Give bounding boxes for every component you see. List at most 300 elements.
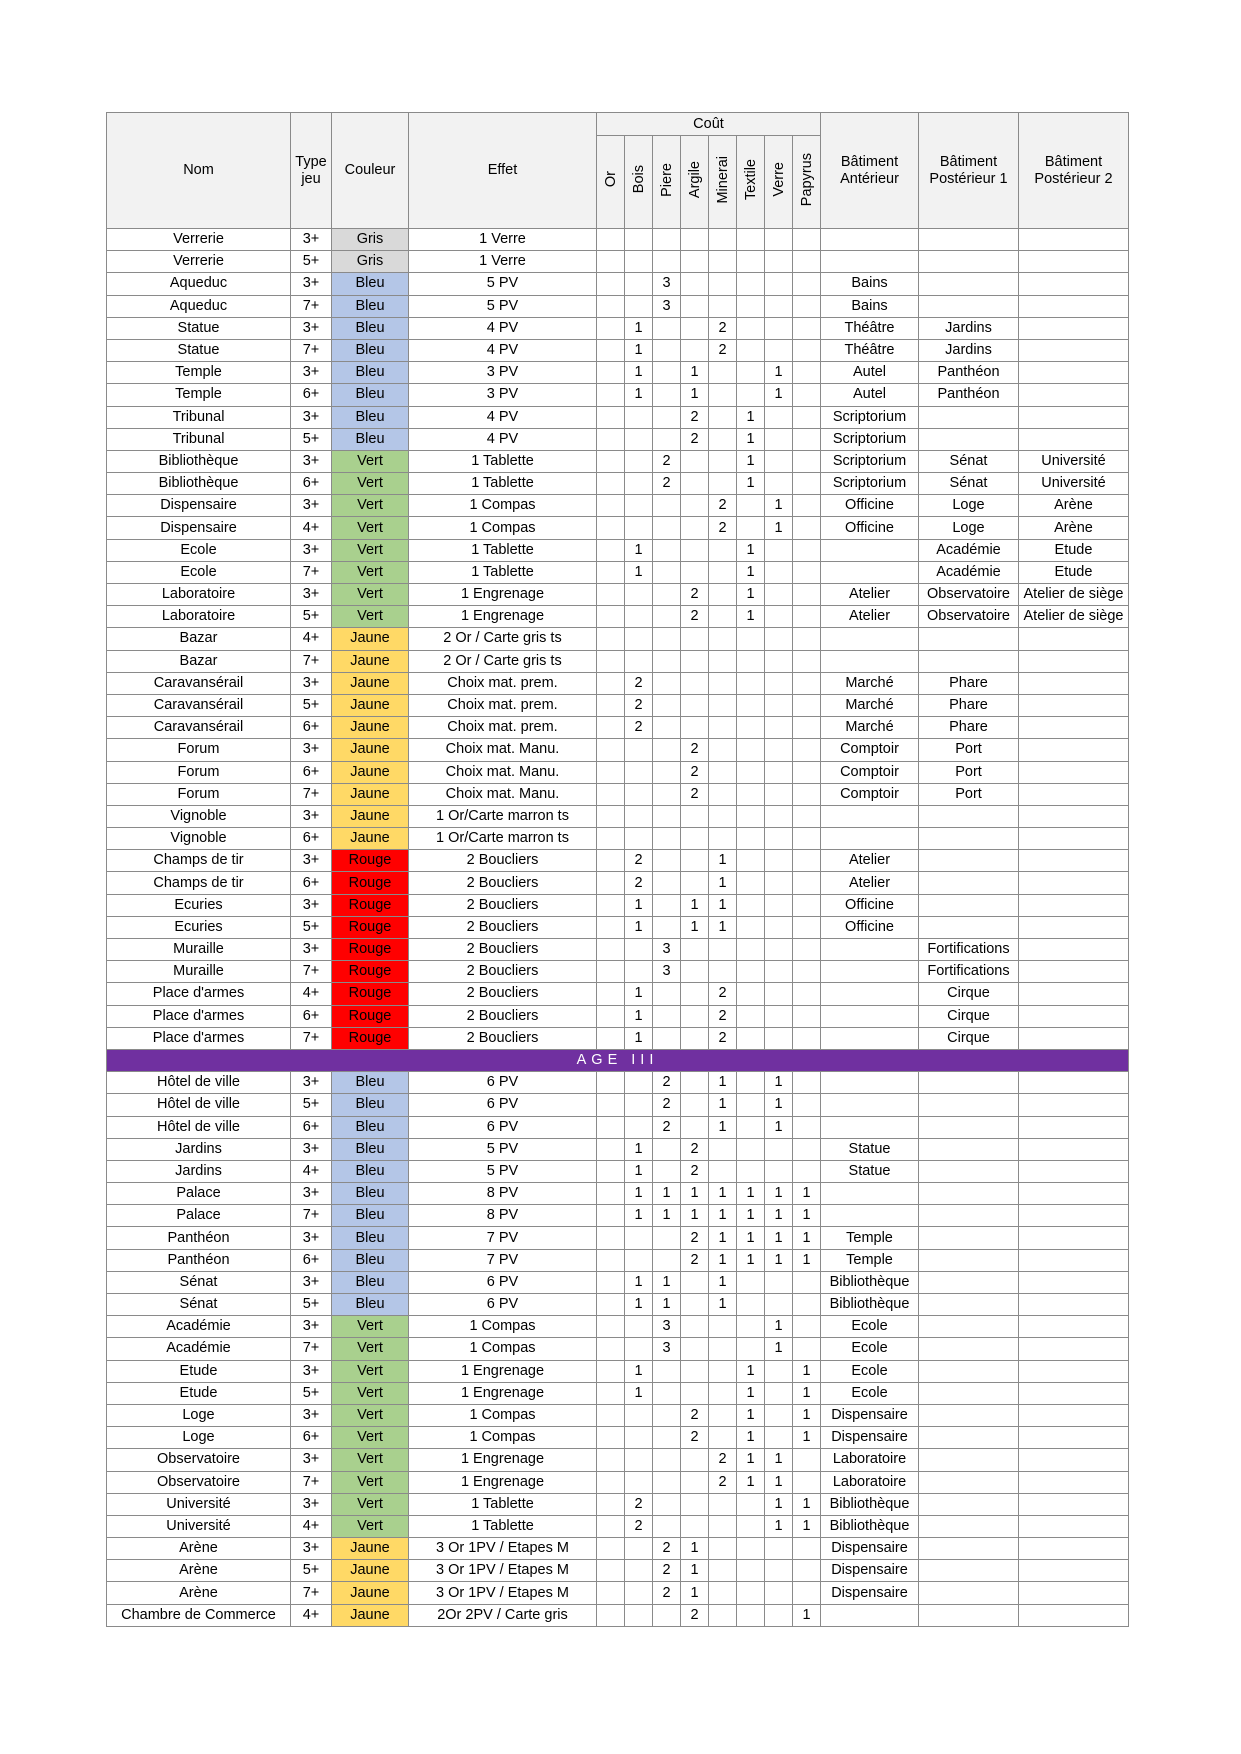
cost-cell [653, 761, 681, 783]
effect-cell: 6 PV [409, 1271, 597, 1293]
previous-building-cell [821, 561, 919, 583]
table-row [107, 694, 1129, 716]
player-count-cell: 4+ [291, 1515, 332, 1537]
cost-cell [625, 606, 653, 628]
cost-cell [765, 428, 793, 450]
next-building-2-cell [1019, 273, 1129, 295]
effect-cell: 3 PV [409, 384, 597, 406]
card-name-cell: Dispensaire [107, 495, 291, 517]
next-building-1-cell [919, 406, 1019, 428]
next-building-1-cell [919, 828, 1019, 850]
effect-cell: 1 Engrenage [409, 1360, 597, 1382]
card-name-cell: Loge [107, 1427, 291, 1449]
previous-building-cell: Officine [821, 495, 919, 517]
color-cell: Bleu [332, 406, 409, 428]
effect-cell: 1 Verre [409, 251, 597, 273]
cost-cell: 1 [653, 1183, 681, 1205]
next-building-1-cell [919, 1227, 1019, 1249]
cost-cell [625, 1316, 653, 1338]
cost-cell [737, 251, 765, 273]
cost-cell [681, 1471, 709, 1493]
next-building-1-cell: Cirque [919, 1005, 1019, 1027]
cost-cell [653, 1249, 681, 1271]
cost-cell [597, 872, 625, 894]
card-name-cell: Panthéon [107, 1249, 291, 1271]
player-count-cell: 6+ [291, 1427, 332, 1449]
player-count-cell: 3+ [291, 1360, 332, 1382]
color-cell: Bleu [332, 1160, 409, 1182]
cost-cell: 1 [709, 850, 737, 872]
cost-cell [597, 229, 625, 251]
card-name-cell: Bazar [107, 628, 291, 650]
cost-cell [793, 805, 821, 827]
next-building-2-cell [1019, 850, 1129, 872]
cost-cell [681, 251, 709, 273]
cost-cell [709, 539, 737, 561]
cost-cell [625, 1538, 653, 1560]
cost-cell: 1 [737, 428, 765, 450]
previous-building-cell: Bibliothèque [821, 1515, 919, 1537]
cost-cell [765, 805, 793, 827]
table-row [107, 606, 1129, 628]
previous-building-cell: Autel [821, 384, 919, 406]
cost-cell: 1 [737, 1471, 765, 1493]
cost-cell [653, 251, 681, 273]
table-row [107, 229, 1129, 251]
cost-cell: 1 [625, 1271, 653, 1293]
cost-cell [765, 628, 793, 650]
previous-building-cell: Théâtre [821, 317, 919, 339]
cost-cell: 1 [765, 1493, 793, 1515]
next-building-2-cell [1019, 1538, 1129, 1560]
cost-cell [737, 384, 765, 406]
effect-cell: 1 Tablette [409, 539, 597, 561]
header-couleur: Couleur [332, 113, 409, 229]
cost-cell [625, 273, 653, 295]
cost-cell [653, 1027, 681, 1049]
cost-cell: 1 [737, 584, 765, 606]
cost-cell [597, 1582, 625, 1604]
cost-cell [709, 650, 737, 672]
player-count-cell: 3+ [291, 939, 332, 961]
cost-cell [793, 717, 821, 739]
header-batiment-posterieur-2: Bâtiment Postérieur 2 [1019, 113, 1129, 229]
next-building-1-cell [919, 805, 1019, 827]
cost-cell [597, 1294, 625, 1316]
cost-cell [793, 362, 821, 384]
cost-cell [709, 362, 737, 384]
cost-cell: 1 [709, 894, 737, 916]
next-building-2-cell [1019, 1316, 1129, 1338]
effect-cell: 2 Boucliers [409, 916, 597, 938]
cost-cell: 1 [709, 1183, 737, 1205]
previous-building-cell: Marché [821, 694, 919, 716]
cost-cell [793, 783, 821, 805]
card-name-cell: Bibliothèque [107, 450, 291, 472]
cost-cell [737, 1316, 765, 1338]
cost-cell: 1 [765, 1205, 793, 1227]
previous-building-cell: Laboratoire [821, 1449, 919, 1471]
cost-cell [653, 561, 681, 583]
player-count-cell: 6+ [291, 1116, 332, 1138]
header-cost-verre: Verre [765, 136, 793, 229]
next-building-1-cell [919, 628, 1019, 650]
cost-cell: 2 [653, 473, 681, 495]
table-row [107, 872, 1129, 894]
cost-cell: 2 [681, 1227, 709, 1249]
cost-cell [793, 1072, 821, 1094]
card-name-cell: Hôtel de ville [107, 1094, 291, 1116]
previous-building-cell: Atelier [821, 606, 919, 628]
next-building-1-cell: Académie [919, 561, 1019, 583]
next-building-1-cell [919, 894, 1019, 916]
cost-cell [625, 1471, 653, 1493]
cost-cell [765, 761, 793, 783]
cost-cell: 1 [709, 1271, 737, 1293]
cost-cell [709, 939, 737, 961]
cost-cell: 1 [765, 1338, 793, 1360]
cost-cell [681, 1271, 709, 1293]
cost-cell [709, 406, 737, 428]
effect-cell: 1 Compas [409, 1427, 597, 1449]
next-building-2-cell [1019, 628, 1129, 650]
player-count-cell: 7+ [291, 1027, 332, 1049]
card-name-cell: Laboratoire [107, 606, 291, 628]
table-row [107, 1515, 1129, 1537]
cost-cell [737, 1116, 765, 1138]
table-row [107, 406, 1129, 428]
card-name-cell: Université [107, 1493, 291, 1515]
cost-cell [709, 384, 737, 406]
next-building-2-cell [1019, 672, 1129, 694]
cost-cell: 2 [653, 1560, 681, 1582]
cost-cell: 1 [765, 517, 793, 539]
previous-building-cell: Théâtre [821, 339, 919, 361]
cost-cell [765, 916, 793, 938]
cost-cell [597, 628, 625, 650]
cost-cell: 1 [793, 1493, 821, 1515]
cost-cell: 2 [653, 1582, 681, 1604]
effect-cell: 6 PV [409, 1072, 597, 1094]
player-count-cell: 6+ [291, 384, 332, 406]
cost-cell [597, 273, 625, 295]
table-row [107, 473, 1129, 495]
color-cell: Jaune [332, 761, 409, 783]
cost-cell: 1 [709, 872, 737, 894]
effect-cell: 4 PV [409, 317, 597, 339]
cost-cell: 2 [625, 850, 653, 872]
color-cell: Bleu [332, 1138, 409, 1160]
effect-cell: 1 Tablette [409, 561, 597, 583]
next-building-1-cell [919, 1515, 1019, 1537]
cost-cell [793, 628, 821, 650]
effect-cell: 1 Engrenage [409, 584, 597, 606]
cost-cell [625, 1249, 653, 1271]
previous-building-cell: Officine [821, 916, 919, 938]
cost-cell [681, 628, 709, 650]
card-name-cell: Vignoble [107, 828, 291, 850]
next-building-2-cell [1019, 805, 1129, 827]
previous-building-cell: Marché [821, 717, 919, 739]
cost-cell [709, 717, 737, 739]
cost-cell [625, 406, 653, 428]
previous-building-cell: Scriptorium [821, 406, 919, 428]
cost-cell [625, 1449, 653, 1471]
next-building-1-cell [919, 1116, 1019, 1138]
cost-cell: 2 [709, 1449, 737, 1471]
previous-building-cell: Dispensaire [821, 1404, 919, 1426]
cost-cell [681, 850, 709, 872]
card-name-cell: Champs de tir [107, 872, 291, 894]
cost-cell [597, 1249, 625, 1271]
cost-cell [765, 717, 793, 739]
effect-cell: 1 Or/Carte marron ts [409, 828, 597, 850]
cost-cell [597, 1404, 625, 1426]
effect-cell: 5 PV [409, 295, 597, 317]
effect-cell: 1 Tablette [409, 473, 597, 495]
cost-cell [653, 229, 681, 251]
card-name-cell: Arène [107, 1538, 291, 1560]
effect-cell: 2 Boucliers [409, 983, 597, 1005]
effect-cell: 7 PV [409, 1249, 597, 1271]
table-row [107, 273, 1129, 295]
cost-cell [597, 983, 625, 1005]
next-building-2-cell [1019, 1449, 1129, 1471]
next-building-1-cell [919, 1316, 1019, 1338]
next-building-1-cell: Sénat [919, 473, 1019, 495]
cost-cell [597, 1138, 625, 1160]
previous-building-cell: Statue [821, 1138, 919, 1160]
cost-cell [709, 1538, 737, 1560]
table-row [107, 1271, 1129, 1293]
cost-cell [709, 783, 737, 805]
next-building-2-cell [1019, 1094, 1129, 1116]
cost-cell [793, 1471, 821, 1493]
cost-cell: 2 [709, 1005, 737, 1027]
cost-cell [681, 473, 709, 495]
cost-cell: 1 [793, 1183, 821, 1205]
cost-cell [653, 1493, 681, 1515]
effect-cell: 2 Boucliers [409, 872, 597, 894]
header-effet: Effet [409, 113, 597, 229]
previous-building-cell: Dispensaire [821, 1582, 919, 1604]
next-building-2-cell [1019, 1427, 1129, 1449]
cost-cell [597, 1560, 625, 1582]
previous-building-cell [821, 828, 919, 850]
table-row [107, 939, 1129, 961]
cost-cell [793, 450, 821, 472]
cost-cell: 1 [625, 1183, 653, 1205]
table-row [107, 805, 1129, 827]
table-row [107, 1449, 1129, 1471]
card-name-cell: Muraille [107, 961, 291, 983]
previous-building-cell: Bains [821, 273, 919, 295]
cost-cell [597, 894, 625, 916]
cost-cell: 1 [765, 1515, 793, 1537]
player-count-cell: 3+ [291, 450, 332, 472]
cost-cell: 1 [709, 916, 737, 938]
card-name-cell: Observatoire [107, 1449, 291, 1471]
player-count-cell: 4+ [291, 517, 332, 539]
color-cell: Jaune [332, 1604, 409, 1626]
next-building-1-cell: Phare [919, 694, 1019, 716]
next-building-2-cell [1019, 1582, 1129, 1604]
cost-cell: 1 [625, 339, 653, 361]
color-cell: Jaune [332, 1582, 409, 1604]
cost-cell [625, 1427, 653, 1449]
next-building-2-cell [1019, 1205, 1129, 1227]
next-building-1-cell: Port [919, 783, 1019, 805]
color-cell: Bleu [332, 1227, 409, 1249]
next-building-1-cell [919, 1427, 1019, 1449]
cost-cell [765, 1271, 793, 1293]
cost-cell [597, 584, 625, 606]
next-building-1-cell [919, 295, 1019, 317]
cost-cell [793, 317, 821, 339]
card-name-cell: Observatoire [107, 1471, 291, 1493]
player-count-cell: 3+ [291, 1449, 332, 1471]
effect-cell: 1 Tablette [409, 1493, 597, 1515]
cost-cell [765, 339, 793, 361]
player-count-cell: 3+ [291, 805, 332, 827]
cost-cell: 2 [681, 1427, 709, 1449]
next-building-2-cell [1019, 717, 1129, 739]
color-cell: Vert [332, 1515, 409, 1537]
cost-cell: 1 [737, 1449, 765, 1471]
next-building-1-cell [919, 650, 1019, 672]
cost-cell [625, 805, 653, 827]
previous-building-cell: Autel [821, 362, 919, 384]
header-cost-textile: Textile [737, 136, 765, 229]
next-building-1-cell: Cirque [919, 983, 1019, 1005]
effect-cell: 3 PV [409, 362, 597, 384]
cost-cell [737, 650, 765, 672]
cost-cell [681, 539, 709, 561]
cost-cell [793, 828, 821, 850]
next-building-2-cell [1019, 961, 1129, 983]
previous-building-cell: Bibliothèque [821, 1271, 919, 1293]
table-row [107, 672, 1129, 694]
cost-cell [737, 783, 765, 805]
cost-cell [765, 539, 793, 561]
player-count-cell: 5+ [291, 428, 332, 450]
cost-cell [597, 1538, 625, 1560]
effect-cell: 1 Tablette [409, 450, 597, 472]
cost-cell: 1 [737, 1360, 765, 1382]
previous-building-cell [821, 1183, 919, 1205]
cost-cell [765, 273, 793, 295]
cost-cell [597, 1338, 625, 1360]
cost-cell [597, 539, 625, 561]
cost-cell [737, 739, 765, 761]
cost-cell [597, 428, 625, 450]
player-count-cell: 3+ [291, 1271, 332, 1293]
cost-cell: 1 [653, 1271, 681, 1293]
cost-cell [653, 317, 681, 339]
previous-building-cell: Dispensaire [821, 1560, 919, 1582]
cost-cell: 1 [737, 450, 765, 472]
cost-cell [597, 339, 625, 361]
cost-cell [793, 1027, 821, 1049]
next-building-1-cell [919, 1538, 1019, 1560]
previous-building-cell: Bains [821, 295, 919, 317]
cost-cell: 1 [709, 1205, 737, 1227]
player-count-cell: 7+ [291, 1582, 332, 1604]
cost-cell [737, 339, 765, 361]
cost-cell [653, 606, 681, 628]
player-count-cell: 5+ [291, 606, 332, 628]
age-separator [107, 1049, 1129, 1071]
cost-cell [793, 672, 821, 694]
cost-cell: 1 [737, 539, 765, 561]
cost-cell [709, 295, 737, 317]
cost-cell [765, 1582, 793, 1604]
cost-cell [597, 1471, 625, 1493]
next-building-2-cell: Atelier de siège [1019, 584, 1129, 606]
cost-cell [681, 295, 709, 317]
card-name-cell: Vignoble [107, 805, 291, 827]
cost-cell [597, 961, 625, 983]
cost-cell: 2 [709, 1027, 737, 1049]
cost-cell [737, 1582, 765, 1604]
cost-cell: 1 [653, 1294, 681, 1316]
cost-cell [709, 1427, 737, 1449]
card-name-cell: Champs de tir [107, 850, 291, 872]
effect-cell: 1 Compas [409, 1316, 597, 1338]
next-building-2-cell [1019, 1493, 1129, 1515]
table-row [107, 517, 1129, 539]
header-batiment-posterieur-1: Bâtiment Postérieur 1 [919, 113, 1019, 229]
header-type-jeu: Type jeu [291, 113, 332, 229]
effect-cell: 2 Boucliers [409, 961, 597, 983]
cost-cell: 1 [765, 1449, 793, 1471]
cost-cell: 1 [681, 894, 709, 916]
cost-cell [681, 961, 709, 983]
card-name-cell: Statue [107, 317, 291, 339]
cost-cell: 1 [737, 1205, 765, 1227]
cost-cell [653, 694, 681, 716]
cost-cell [765, 1294, 793, 1316]
cost-cell [597, 1604, 625, 1626]
color-cell: Vert [332, 1360, 409, 1382]
cost-cell [681, 983, 709, 1005]
cost-cell [681, 694, 709, 716]
card-name-cell: Sénat [107, 1271, 291, 1293]
cost-cell [625, 1094, 653, 1116]
previous-building-cell: Dispensaire [821, 1427, 919, 1449]
previous-building-cell [821, 251, 919, 273]
next-building-1-cell: Port [919, 739, 1019, 761]
previous-building-cell [821, 983, 919, 1005]
card-name-cell: Bibliothèque [107, 473, 291, 495]
cost-cell [765, 1427, 793, 1449]
next-building-2-cell [1019, 783, 1129, 805]
cost-cell [625, 229, 653, 251]
player-count-cell: 4+ [291, 1604, 332, 1626]
cost-cell [765, 850, 793, 872]
table-row [107, 295, 1129, 317]
player-count-cell: 5+ [291, 916, 332, 938]
color-cell: Rouge [332, 916, 409, 938]
cost-cell [625, 251, 653, 273]
next-building-1-cell [919, 1072, 1019, 1094]
cost-cell: 2 [681, 428, 709, 450]
cost-cell [681, 339, 709, 361]
next-building-2-cell [1019, 1005, 1129, 1027]
color-cell: Bleu [332, 362, 409, 384]
next-building-2-cell [1019, 384, 1129, 406]
table-row [107, 1604, 1129, 1626]
